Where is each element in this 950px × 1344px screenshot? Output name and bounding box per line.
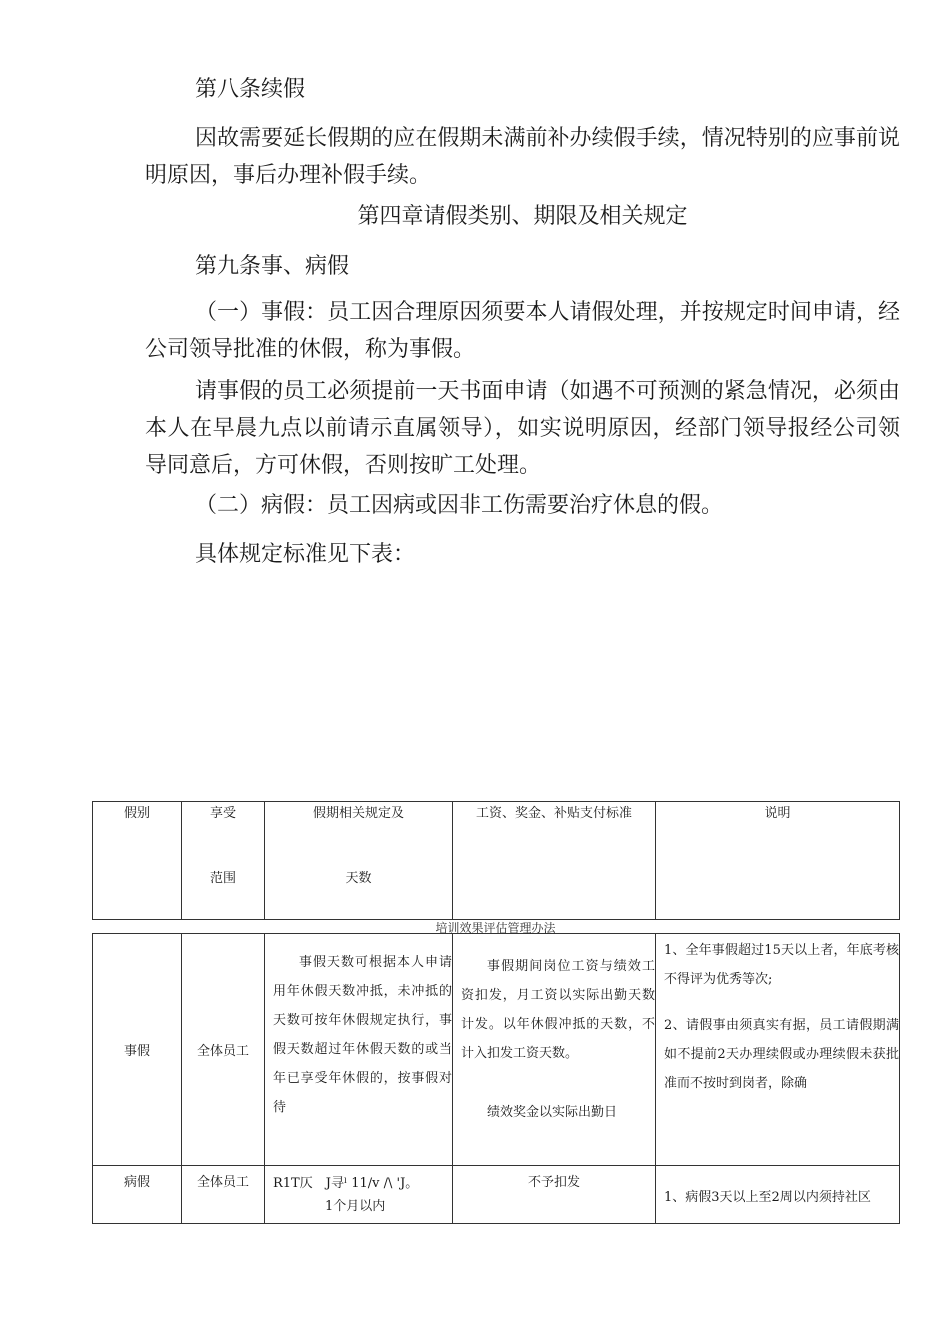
table-intro: 具体规定标准见下表： [195,542,416,567]
personal-leave-type: 事假 [93,934,182,1166]
header-rules-bottom: 天数 [345,871,372,886]
article-8-body: 因故需要延长假期的应在假期未满前补办续假手续，情况特别的应事前说明原因，事后办理补假手续。 [145,126,900,188]
header-rules [265,802,453,920]
sick-leave-scope: 全体员工 [182,1166,265,1224]
sick-leave-note: 1、病假3天以上至2周以内须持社区 [656,1166,900,1224]
leave-table-body [92,933,900,1224]
chapter-4-heading: 第四章请假类别、期限及相关规定 [357,204,688,229]
header-leave-type: 假别 [93,802,182,920]
sick-leave-rule-line-2: 1个月以内 [325,1199,386,1214]
personal-leave-pay-cell [453,934,656,1166]
header-notes: 说明 [656,802,900,920]
header-scope [182,802,265,920]
sick-leave-rule-line-1: R1T仄 J寻ˡ 11/v /\ 'J。 [273,1176,419,1191]
personal-leave-note-2: 2、请假事由须真实有据，员工请假期满如不提前2天办理续假或办理续假未获批准而不按时到岗者，除确 [664,1018,899,1091]
personal-leave-pay: 事假期间岗位工资与绩效工资扣发，月工资以实际出勤天数计发。以年休假冲抵的天数，不计入扣发工资天数。 [461,959,655,1061]
sick-leave-pay: 不予扣发 [453,1166,656,1224]
personal-leave-definition: （一）事假：员工因合理原因须要本人请假处理，并按规定时间申请，经公司领导批准的休假，称为事假。 [145,300,900,362]
personal-leave-procedure: 请事假的员工必须提前一天书面申请（如遇不可预测的紧急情况，必须由本人在早晨九点以前请示直属领导），如实说明原因，经部门领导报经公司领导同意后，方可休假，否则按旷工处理。 [145,379,900,478]
personal-leave-note-1: 1、全年事假超过15天以上者，年底考核不得评为优秀等次; [664,943,899,987]
header-scope-bottom: 范围 [209,871,236,886]
running-title: 培训效果评估管理办法 [435,921,556,935]
personal-leave-scope: 全体员工 [182,934,265,1166]
sick-leave-definition: （二）病假：员工因病或因非工伤需要治疗休息的假。 [195,493,724,518]
sick-leave-type: 病假 [93,1166,182,1224]
table-row [93,934,900,1166]
personal-leave-rule-cell [265,934,453,1166]
sick-leave-rule-cell [265,1166,453,1224]
personal-leave-rule: 事假天数可根据本人申请用年休假天数冲抵，未冲抵的天数可按年休假规定执行，事假天数超过年休假天数的或当年已享受年休假的，按事假对待 [273,955,452,1115]
article-9-heading: 第九条事、病假 [195,254,350,279]
header-rules-top: 假期相关规定及 [312,806,404,821]
header-scope-top: 享受 [209,806,236,821]
leave-table-header [92,801,900,920]
article-8-heading: 第八条续假 [195,77,306,102]
table-row [93,1166,900,1224]
header-pay: 工资、奖金、补贴支付标准 [453,802,656,920]
personal-leave-note-cell [656,934,900,1166]
personal-leave-pay-bonus: 绩效奖金以实际出勤日 [487,1105,618,1120]
